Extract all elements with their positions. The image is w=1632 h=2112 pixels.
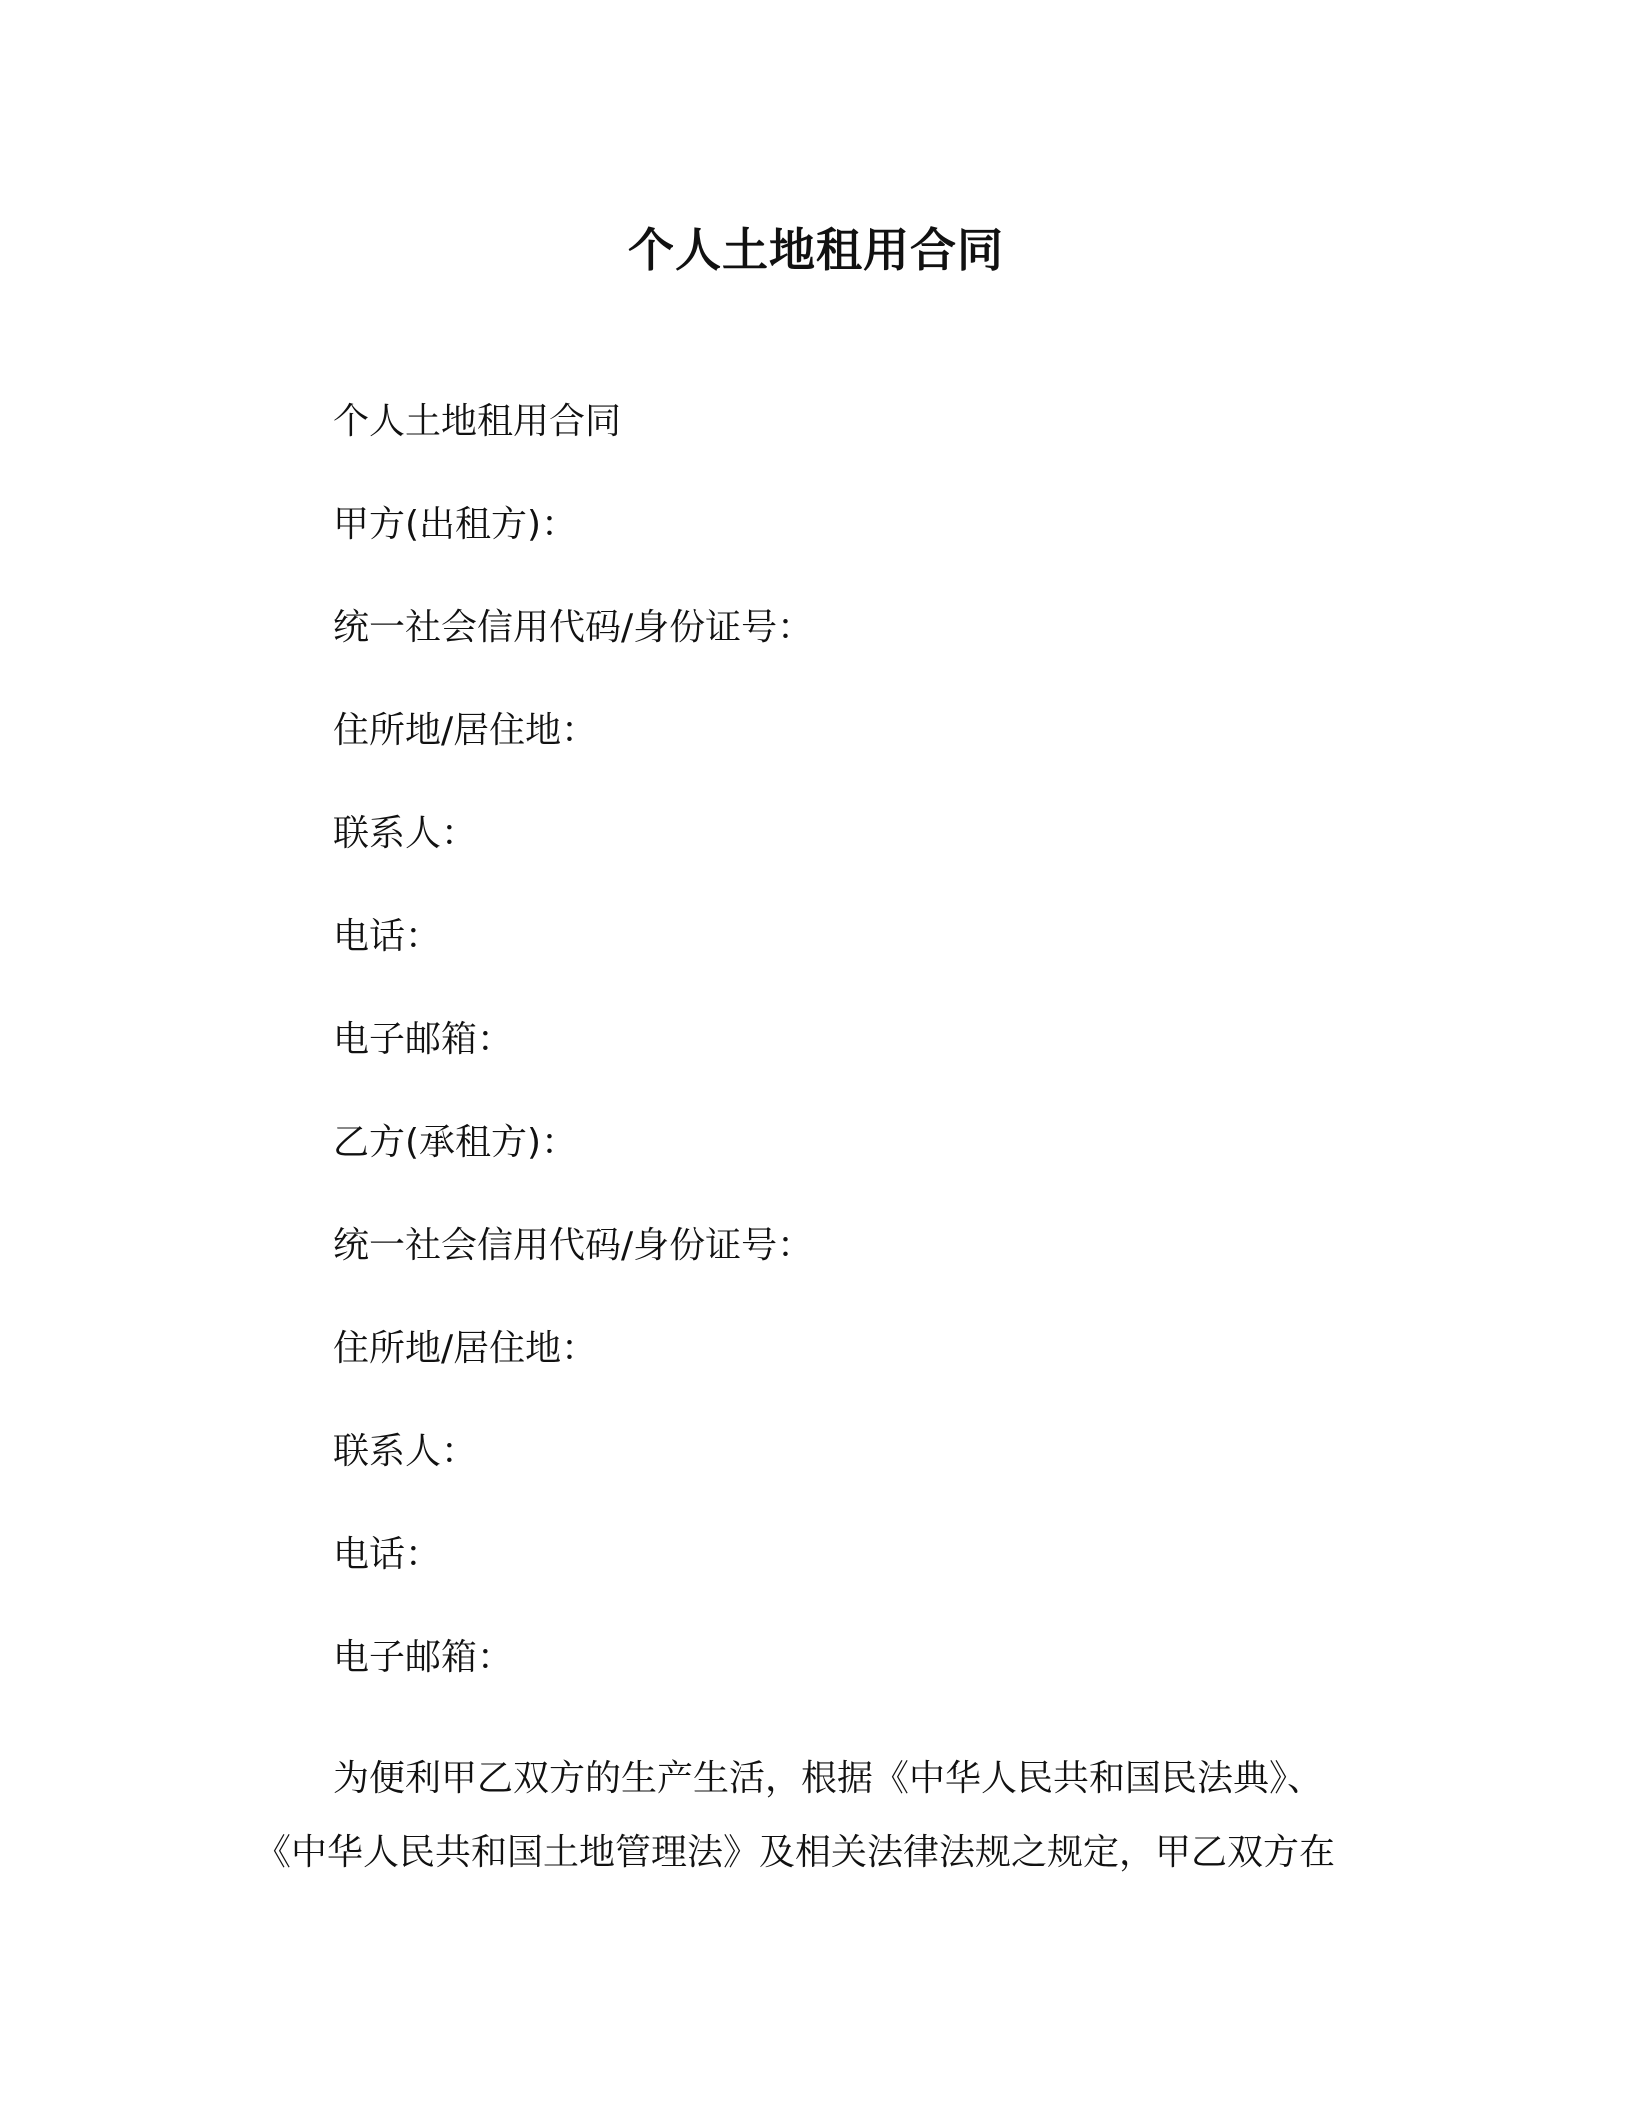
party-b-contact-label: 联系人：	[333, 1431, 478, 1472]
intro-paragraph: 为便利甲乙双方的生产生活，根据《中华人民共和国民法典》、《中华人民共和国土地管理法》及相关法律法规之规定，甲乙双方在	[255, 1758, 1336, 1873]
party-a-id-label: 统一社会信用代码/身份证号：	[333, 607, 814, 648]
document-title: 个人土地租用合同	[628, 223, 1004, 277]
party-b-email-label: 电子邮箱：	[333, 1637, 514, 1678]
party-a-heading: 甲方(出租方)：	[333, 504, 578, 545]
party-b-address-label: 住所地/居住地：	[333, 1328, 598, 1369]
party-a-address-label: 住所地/居住地：	[333, 710, 598, 751]
party-b-id-label: 统一社会信用代码/身份证号：	[333, 1225, 814, 1266]
party-b-heading: 乙方(承租方)：	[333, 1122, 578, 1163]
party-a-email-label: 电子邮箱：	[333, 1019, 514, 1060]
party-a-phone-label: 电话：	[333, 916, 442, 957]
party-a-contact-label: 联系人：	[333, 813, 478, 854]
document-subtitle: 个人土地租用合同	[333, 401, 622, 442]
party-b-phone-label: 电话：	[333, 1534, 442, 1575]
